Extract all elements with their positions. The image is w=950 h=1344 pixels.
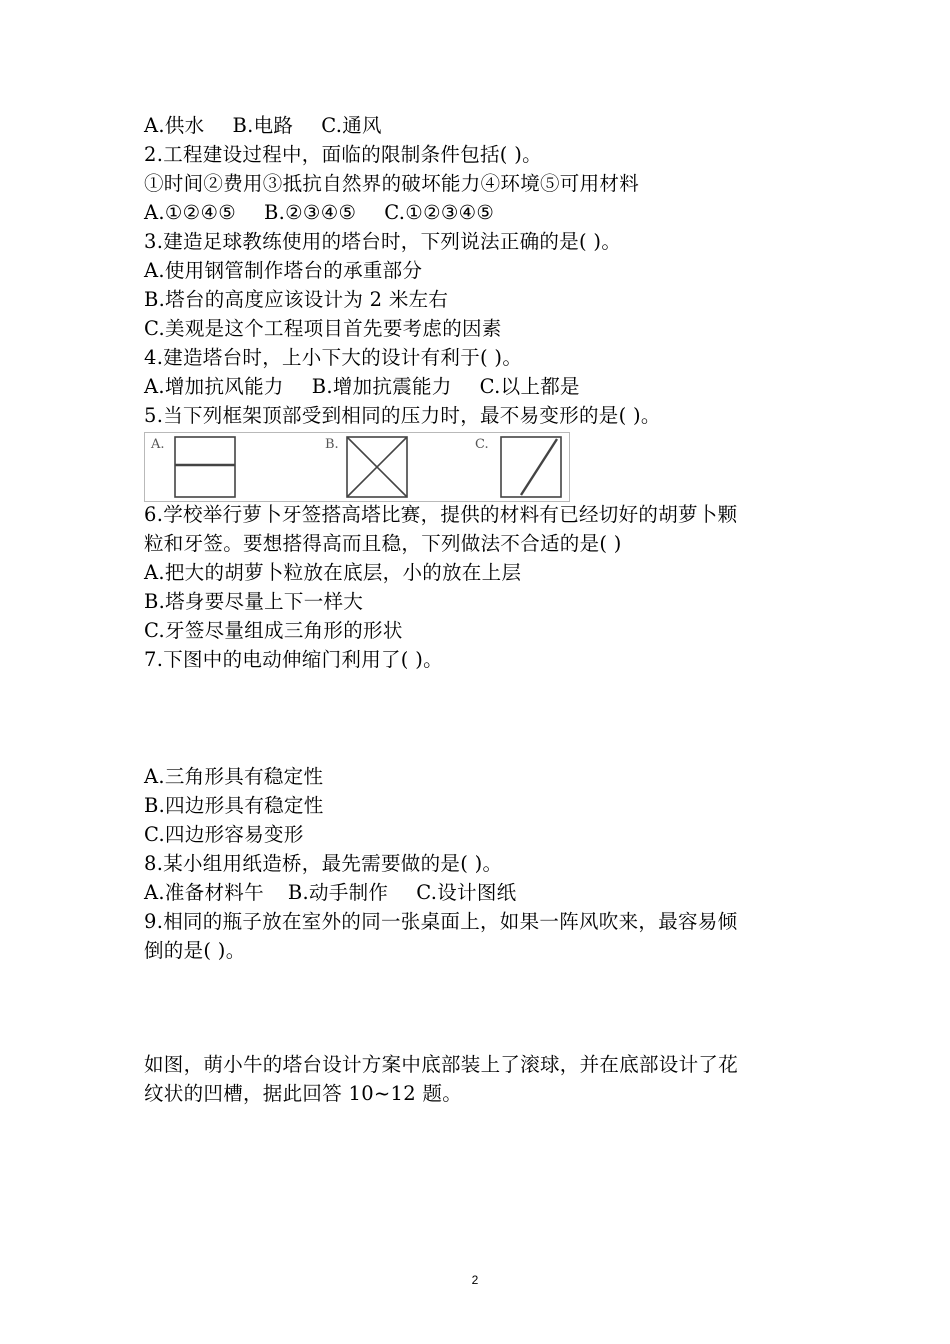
q1-option-b: B.电路: [232, 114, 294, 137]
q8-option-a: A.准备材料午: [144, 881, 264, 904]
q9-stem-line1: 9.相同的瓶子放在室外的同一张桌面上，如果一阵风吹来，最容易倾: [144, 910, 738, 933]
q4-option-b: B.增加抗震能力: [311, 375, 452, 398]
q1-option-c: C.通风: [321, 114, 382, 137]
q5-figure-label-c: C.: [475, 437, 489, 452]
q7-option-c: C.四边形容易变形: [144, 823, 304, 846]
q1-options: [144, 111, 824, 140]
q2-option-a: A.①②④⑤: [144, 201, 237, 224]
q6-option-a: A.把大的胡萝卜粒放在底层，小的放在上层: [144, 561, 522, 584]
q8-stem: 8.某小组用纸造桥，最先需要做的是( )。: [144, 852, 503, 875]
q4-options: [144, 372, 824, 401]
passage-line1: 如图，萌小牛的塔台设计方案中底部装上了滚球，并在底部设计了花: [144, 1053, 739, 1076]
page-number: 2: [471, 1273, 479, 1287]
q3-stem: 3.建造足球教练使用的塔台时，下列说法正确的是( )。: [144, 230, 622, 253]
q6-option-b: B.塔身要尽量上下一样大: [144, 590, 364, 613]
q6-stem-line2: 粒和牙签。要想搭得高而且稳，下列做法不合适的是( ): [144, 532, 622, 555]
frame-b-cross-braced: [347, 437, 407, 497]
q2-option-b: B.②③④⑤: [264, 201, 357, 224]
q5-figure-label-b: B.: [325, 437, 339, 452]
q2-items: ①时间②费用③抵抗自然界的破坏能力④环境⑤可用材料: [144, 172, 640, 195]
q7-option-b: B.四边形具有稳定性: [144, 794, 324, 817]
q1-option-a: A.供水: [144, 114, 205, 137]
q3-option-a: A.使用钢管制作塔台的承重部分: [144, 259, 423, 282]
q2-options: [144, 198, 824, 227]
frame-c-single-diagonal: [501, 437, 561, 497]
q3-option-b: B.塔台的高度应该设计为 2 米左右: [144, 288, 449, 311]
q7-option-a: A.三角形具有稳定性: [144, 765, 324, 788]
q9-stem-line2: 倒的是( )。: [144, 939, 246, 962]
passage-line2: 纹状的凹槽，据此回答 10~12 题。: [144, 1082, 463, 1105]
q6-stem-line1: 6.学校举行萝卜牙签搭高塔比赛，提供的材料有已经切好的胡萝卜颗: [144, 503, 738, 526]
q4-option-c: C.以上都是: [479, 375, 580, 398]
q2-stem: 2.工程建设过程中，面临的限制条件包括( )。: [144, 143, 542, 166]
q5-frames-drawing: [145, 433, 571, 503]
q5-figure-label-a: A.: [151, 437, 165, 452]
q7-stem: 7.下图中的电动伸缩门利用了( )。: [144, 648, 443, 671]
q5-frame-figure: [144, 432, 570, 502]
q4-stem: 4.建造塔台时，上小下大的设计有利于( )。: [144, 346, 523, 369]
q5-stem: 5.当下列框架顶部受到相同的压力时，最不易变形的是( )。: [144, 404, 661, 427]
frame-a-horizontal-bar: [175, 437, 235, 497]
q4-option-a: A.增加抗风能力: [144, 375, 284, 398]
q8-options: [144, 878, 824, 907]
q8-option-c: C.设计图纸: [416, 881, 517, 904]
q6-option-c: C.牙签尽量组成三角形的形状: [144, 619, 403, 642]
q2-option-c: C.①②③④⑤: [384, 201, 495, 224]
q8-option-b: B.动手制作: [287, 881, 389, 904]
q3-option-c: C.美观是这个工程项目首先要考虑的因素: [144, 317, 502, 340]
